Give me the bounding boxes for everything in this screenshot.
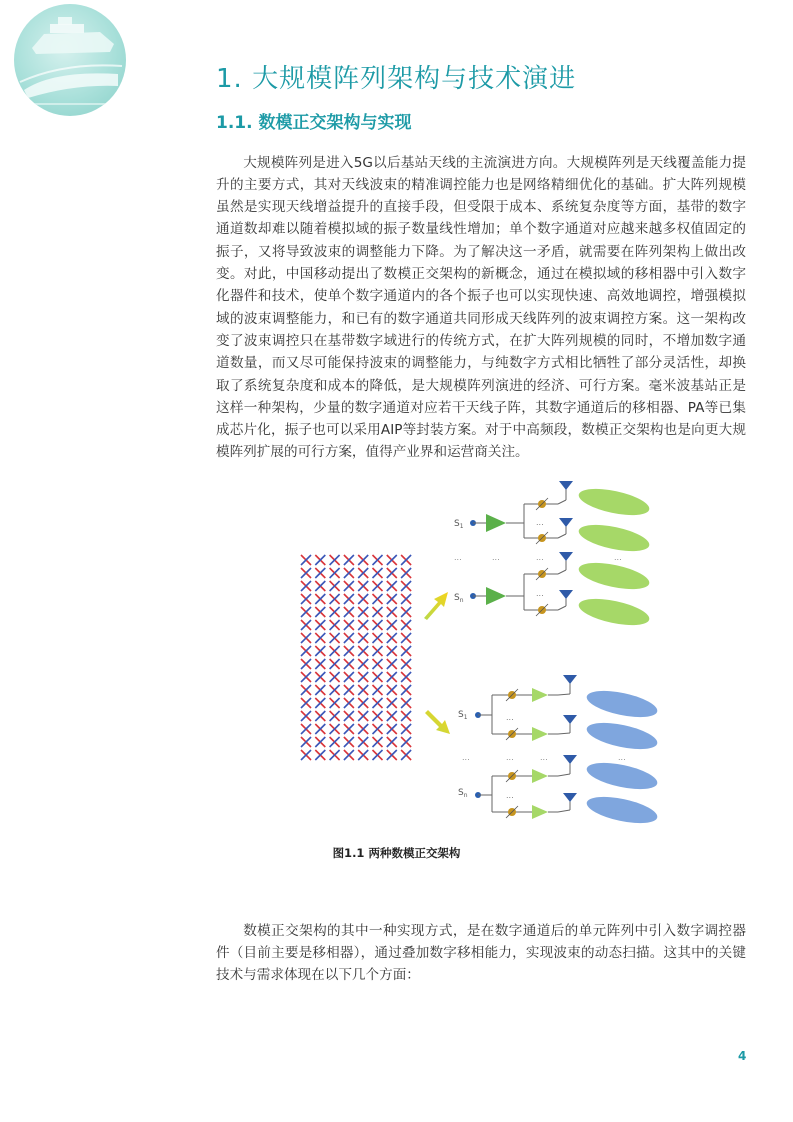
cross-element <box>373 685 383 695</box>
cross-element <box>401 724 411 734</box>
cross-element <box>387 737 397 747</box>
cross-element <box>315 659 325 669</box>
cross-element <box>301 750 311 760</box>
cross-element <box>401 607 411 617</box>
cross-element <box>387 711 397 721</box>
cross-element <box>373 711 383 721</box>
cross-element <box>330 620 340 630</box>
cross-element <box>315 711 325 721</box>
cross-element <box>330 711 340 721</box>
cross-element <box>315 672 325 682</box>
cross-element <box>315 724 325 734</box>
cross-element <box>315 581 325 591</box>
top-sn-feed <box>470 552 573 616</box>
cross-element <box>401 685 411 695</box>
cross-element <box>315 750 325 760</box>
cross-element <box>373 568 383 578</box>
cross-element <box>358 750 368 760</box>
body-paragraph-2: 数模正交架构的其中一种实现方式，是在数字通道后的单元阵列中引入数字调控器件（目前主要是移相器），通过叠加数字移相能力，实现波束的动态扫描。这其中的关键技术与需求体现在以下几个方面： <box>216 922 746 984</box>
cross-element <box>387 633 397 643</box>
svg-text:...: ... <box>462 753 470 762</box>
cross-element <box>344 568 354 578</box>
cross-element <box>301 659 311 669</box>
cross-element <box>373 750 383 760</box>
cross-element <box>401 555 411 565</box>
cross-element <box>315 685 325 695</box>
cross-element <box>401 711 411 721</box>
cross-element <box>358 555 368 565</box>
cross-element <box>330 594 340 604</box>
cross-element <box>344 620 354 630</box>
cross-element <box>358 594 368 604</box>
arrow-to-bottom-architecture <box>425 710 450 734</box>
cross-element <box>401 672 411 682</box>
svg-text:...: ... <box>454 553 462 562</box>
cross-element <box>401 594 411 604</box>
svg-text:...: ... <box>506 713 514 722</box>
cross-element <box>387 672 397 682</box>
cross-element <box>401 568 411 578</box>
cross-element <box>315 555 325 565</box>
cross-element <box>301 646 311 656</box>
cross-element <box>344 607 354 617</box>
section-heading: 1.1. 数模正交架构与实现 <box>216 113 412 133</box>
cross-element <box>358 737 368 747</box>
bottom-s1-label: $S_1$ <box>458 710 468 721</box>
cross-element <box>301 633 311 643</box>
cross-element <box>344 646 354 656</box>
cross-element <box>358 581 368 591</box>
svg-text:...: ... <box>618 753 626 762</box>
cross-element <box>315 698 325 708</box>
cross-element <box>301 607 311 617</box>
figure-caption: 图1.1 两种数模正交架构 <box>332 846 461 860</box>
cross-element <box>315 646 325 656</box>
cross-element <box>358 646 368 656</box>
svg-text:...: ... <box>536 553 544 562</box>
cross-element <box>330 698 340 708</box>
cross-element <box>344 711 354 721</box>
svg-text:...: ... <box>540 753 548 762</box>
top-s1-feed <box>470 481 573 544</box>
cross-element <box>315 568 325 578</box>
cross-element <box>373 698 383 708</box>
cross-element <box>344 724 354 734</box>
cross-element <box>358 633 368 643</box>
cross-element <box>330 568 340 578</box>
svg-text:...: ... <box>614 553 622 562</box>
cross-element <box>373 620 383 630</box>
cross-element <box>387 581 397 591</box>
cross-element <box>301 581 311 591</box>
cross-element <box>344 685 354 695</box>
cross-element <box>301 594 311 604</box>
cross-element <box>315 737 325 747</box>
cross-element <box>301 737 311 747</box>
antenna-cross-array <box>301 555 411 760</box>
cross-element <box>330 724 340 734</box>
cross-element <box>344 633 354 643</box>
svg-text:...: ... <box>492 553 500 562</box>
cross-element <box>301 620 311 630</box>
cross-element <box>401 633 411 643</box>
cross-element <box>373 724 383 734</box>
cross-element <box>330 737 340 747</box>
body-paragraph-1: 大规模阵列是进入5G以后基站天线的主流演进方向。大规模阵列是天线覆盖能力提升的主要方式，其对天线波束的精准调控能力也是网络精细优化的基础。扩大阵列规模虽然是实现天线增益提升的直接手段，但受限于成本、系统复杂度等方面，基带的数字通道数却难以随着模拟域的振子数量线性增加；单个数字通道对应越来越多权值固定的振子，又将导致波束的调整能力下降。为了解决这一矛盾，就需要在阵列架构上做出改变。对此，中国移动提出了数模正交架构的新概念，通过在模拟域的移相器中引入数字化器件和技术，使单个数字通道内的各个振子也可以实现快速、高效地调控，增强模拟域的波束调整能力，和已有的数字通道共同形成天线阵列的波束调控方案。这一架构改变了波束调控只在基带数字域进行的传统方式，在扩大阵列规模的同时，不增加数字通道数量，而又尽可能保持波束的调整能力，与纯数字方式相比牺牲了部分灵活性，却换取了系统复杂度和成本的降低，是大规模阵列演进的经济、可行方案。毫米波基站正是这样一种架构，少量的数字通道对应若干天线子阵，其数字通道后的移相器、PA等已集成芯片化，振子也可以采用AIP等封装方案。对于中高频段，数模正交架构也是向更大规模阵列扩展的可行方案，值得产业界和运营商关注。 <box>216 154 746 461</box>
cross-element <box>387 568 397 578</box>
cross-element <box>387 724 397 734</box>
cross-element <box>387 685 397 695</box>
cross-element <box>315 633 325 643</box>
svg-text:...: ... <box>506 791 514 800</box>
cross-element <box>387 594 397 604</box>
cross-element <box>358 711 368 721</box>
svg-text:...: ... <box>506 753 514 762</box>
cross-element <box>387 750 397 760</box>
svg-text:...: ... <box>536 518 544 527</box>
cross-element <box>330 607 340 617</box>
page-number: 4 <box>738 1049 747 1063</box>
cross-element <box>330 672 340 682</box>
cross-element <box>301 568 311 578</box>
cross-element <box>330 646 340 656</box>
cross-element <box>330 685 340 695</box>
cross-element <box>301 672 311 682</box>
cross-element <box>358 672 368 682</box>
cross-element <box>358 724 368 734</box>
bottom-sn-feed <box>475 755 577 819</box>
top-s1-label: $S_1$ <box>454 519 464 530</box>
cross-element <box>358 620 368 630</box>
cross-element <box>315 607 325 617</box>
cross-element <box>344 594 354 604</box>
cross-element <box>387 555 397 565</box>
cross-element <box>373 672 383 682</box>
cross-element <box>344 672 354 682</box>
cross-element <box>401 620 411 630</box>
cross-element <box>344 581 354 591</box>
cross-element <box>344 698 354 708</box>
cross-element <box>330 633 340 643</box>
cross-element <box>301 711 311 721</box>
cross-element <box>373 633 383 643</box>
cross-element <box>401 646 411 656</box>
cross-element <box>358 659 368 669</box>
cross-element <box>315 620 325 630</box>
cross-element <box>315 594 325 604</box>
cross-element <box>401 698 411 708</box>
cross-element <box>301 724 311 734</box>
cross-element <box>401 581 411 591</box>
cross-element <box>330 659 340 669</box>
cross-element <box>358 685 368 695</box>
cross-element <box>373 555 383 565</box>
cross-element <box>330 555 340 565</box>
cross-element <box>387 620 397 630</box>
cross-element <box>387 646 397 656</box>
logo-ship-train-emblem <box>14 4 126 116</box>
bottom-sn-label: $S_n$ <box>458 788 468 799</box>
cross-element <box>358 607 368 617</box>
cross-element <box>373 659 383 669</box>
cross-element <box>330 581 340 591</box>
cross-element <box>344 659 354 669</box>
cross-element <box>373 737 383 747</box>
arrow-to-top-architecture <box>424 592 448 620</box>
cross-element <box>330 750 340 760</box>
cross-element <box>344 750 354 760</box>
top-sn-label: $S_n$ <box>454 593 464 604</box>
svg-text:...: ... <box>536 589 544 598</box>
cross-element <box>387 607 397 617</box>
cross-element <box>387 698 397 708</box>
cross-element <box>401 737 411 747</box>
cross-element <box>358 698 368 708</box>
cross-element <box>401 750 411 760</box>
cross-element <box>344 737 354 747</box>
cross-element <box>373 594 383 604</box>
cross-element <box>301 685 311 695</box>
cross-element <box>387 659 397 669</box>
cross-element <box>301 555 311 565</box>
cross-element <box>373 607 383 617</box>
cross-element <box>344 555 354 565</box>
cross-element <box>401 659 411 669</box>
chapter-heading: 1. 大规模阵列架构与技术演进 <box>216 64 577 94</box>
cross-element <box>301 698 311 708</box>
cross-element <box>358 568 368 578</box>
cross-element <box>373 646 383 656</box>
cross-element <box>373 581 383 591</box>
architecture-figure <box>296 472 676 832</box>
bottom-s1-feed <box>475 675 577 741</box>
